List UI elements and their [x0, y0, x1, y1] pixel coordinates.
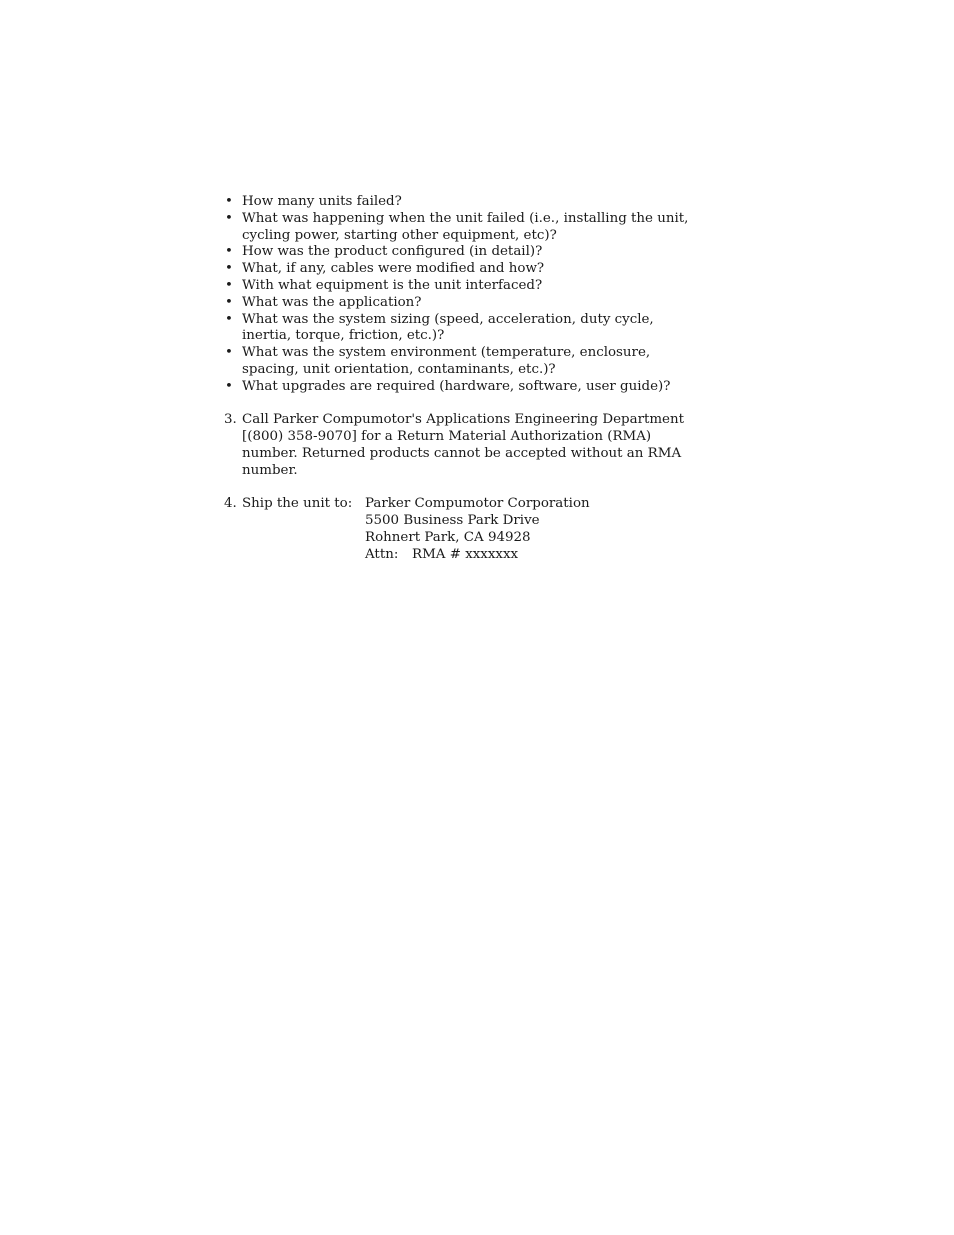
question-list: [224, 194, 704, 396]
attn-label: Attn:: [365, 546, 399, 562]
question-text: What was the application?: [242, 294, 422, 310]
step-3-text: Call Parker Compumotor's Applications Engineering Department [(800) 358-9070] for a Return Material Authorization (RMA) number. Returned products cannot be accepted without an RMA number.: [242, 412, 684, 478]
step-4: [224, 496, 704, 563]
attn-value: RMA # xxxxxxx: [412, 546, 519, 562]
list-item: [224, 194, 704, 211]
address-company: Parker Compumotor Corporation: [365, 496, 590, 512]
question-text: What was happening when the unit failed (i.e., installing the unit, cycling power, starting other equipment, etc)?: [242, 210, 689, 243]
document-body: [224, 194, 704, 564]
address-city: Rohnert Park, CA 94928: [365, 529, 531, 545]
bullet-icon: •: [225, 244, 233, 260]
shipping-address: [365, 496, 704, 563]
ship-label: Ship the unit to:: [242, 496, 353, 512]
address-attn: [365, 547, 704, 564]
list-item: [224, 278, 704, 295]
question-text: What was the system environment (temperature, enclosure, spacing, unit orientation, contaminants, etc.)?: [242, 345, 651, 377]
address-street: 5500 Business Park Drive: [365, 513, 540, 529]
bullet-icon: •: [225, 194, 233, 209]
bullet-icon: •: [225, 294, 233, 310]
step-3: [224, 412, 704, 479]
list-item: [224, 244, 704, 261]
list-item: [224, 295, 704, 312]
question-text: How was the product configured (in detail)?: [242, 244, 543, 260]
question-text: What, if any, cables were modified and how?: [242, 261, 545, 277]
question-text: With what equipment is the unit interfaced?: [242, 277, 543, 293]
question-text: What upgrades are required (hardware, software, user guide)?: [242, 378, 671, 394]
bullet-icon: •: [225, 378, 233, 394]
bullet-icon: •: [225, 210, 233, 226]
list-item: [224, 211, 704, 245]
bullet-icon: •: [225, 311, 233, 327]
step-number: 3.: [224, 412, 237, 428]
question-text: How many units failed?: [242, 194, 402, 209]
bullet-icon: •: [225, 277, 233, 293]
step-number: 4.: [224, 496, 237, 512]
list-item: [224, 379, 704, 396]
list-item: [224, 312, 704, 346]
bullet-icon: •: [225, 345, 233, 361]
list-item: [224, 345, 704, 379]
bullet-icon: •: [225, 261, 233, 277]
question-text: What was the system sizing (speed, acceleration, duty cycle, inertia, torque, friction, etc.)?: [242, 311, 654, 344]
list-item: [224, 261, 704, 278]
